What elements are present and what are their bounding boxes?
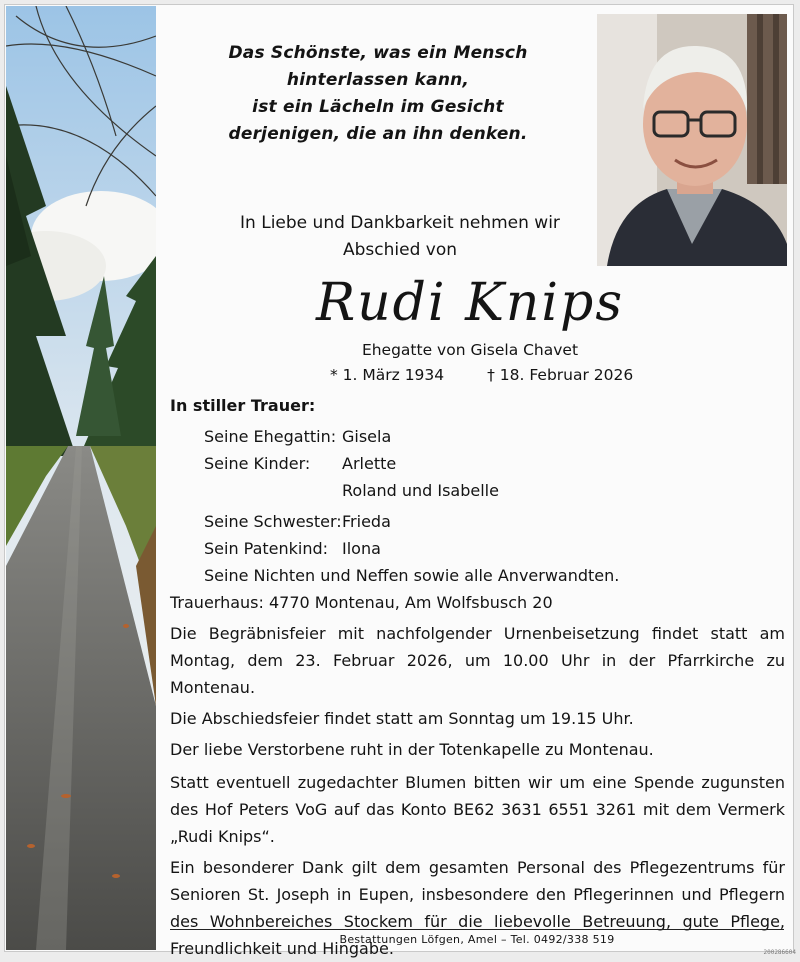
intro-line: In Liebe und Dankbarkeit nehmen wir	[240, 213, 560, 233]
relative-value: Arlette	[342, 454, 397, 473]
obituary-body	[170, 392, 785, 962]
relative-value: Frieda	[342, 512, 391, 531]
relative-row	[170, 450, 785, 477]
footer-divider	[170, 929, 784, 930]
donation-info: Statt eventuell zugedachter Blumen bitten wir um eine Spende zugunsten des Hof Peters VoG auf das Konto BE62 3631 6551 3261 mit dem Vermerk „Rudi Knips“.	[170, 773, 785, 846]
deceased-name: Rudi Knips	[315, 273, 625, 333]
quote-line: derjenigen, die an ihn denken.	[228, 124, 528, 144]
farewell-info: Die Abschiedsfeier findet statt am Sonntag um 19.15 Uhr.	[170, 709, 634, 728]
farewell-intro	[190, 210, 610, 264]
intro-line: Abschied von	[342, 240, 457, 260]
quote-line: ist ein Lächeln im Gesicht	[252, 97, 504, 117]
memorial-quote	[168, 40, 588, 148]
relative-row	[170, 423, 785, 450]
relative-row	[170, 535, 785, 562]
spouse-line: Ehegatte von Gisela Chavet	[361, 341, 579, 359]
life-dates	[330, 364, 650, 386]
relatives-more: Seine Nichten und Neffen sowie alle Anverwandten.	[204, 566, 620, 585]
relative-label: Sein Patenkind:	[204, 539, 329, 558]
portrait-photo	[597, 14, 787, 266]
relative-value: Ilona	[342, 539, 381, 558]
relative-label: Seine Kinder:	[204, 454, 311, 473]
birth-date: * 1. März 1934	[330, 366, 445, 384]
relative-value: Gisela	[342, 427, 392, 446]
quote-line: Das Schönste, was ein Mensch	[228, 43, 528, 63]
ad-stamp: 200286604	[763, 949, 796, 956]
thanks-info: Ein besonderer Dank gilt dem gesamten Personal des Pflegezentrums für Senioren St. Joseph in Eupen, insbesondere den Pflegerinnen und Pflegern des Wohnbereiches Stockem für die liebevolle Betreuung, gute Pflege, Freundlichkeit und Hingabe.	[170, 858, 785, 958]
relative-extra: Roland und Isabelle	[342, 481, 499, 500]
relative-row	[170, 508, 785, 535]
death-date: † 18. Februar 2026	[487, 366, 634, 384]
funeral-home-footer: Bestattungen Löfgen, Amel – Tel. 0492/338 519	[339, 933, 615, 946]
forest-path-photo	[6, 6, 156, 950]
quote-line: hinterlassen kann,	[286, 70, 470, 90]
resting-info: Der liebe Verstorbene ruht in der Totenkapelle zu Montenau.	[170, 740, 654, 759]
relative-label: Seine Ehegattin:	[204, 427, 337, 446]
relative-label: Seine Schwester:	[204, 512, 342, 531]
mourning-heading: In stiller Trauer:	[170, 396, 316, 415]
funeral-info: Die Begräbnisfeier mit nachfolgender Urnenbeisetzung findet statt am Montag, dem 23. Februar 2026, um 10.00 Uhr in der Pfarrkirche zu Montenau.	[170, 624, 785, 697]
mourning-house: Trauerhaus: 4770 Montenau, Am Wolfsbusch 20	[170, 593, 553, 612]
